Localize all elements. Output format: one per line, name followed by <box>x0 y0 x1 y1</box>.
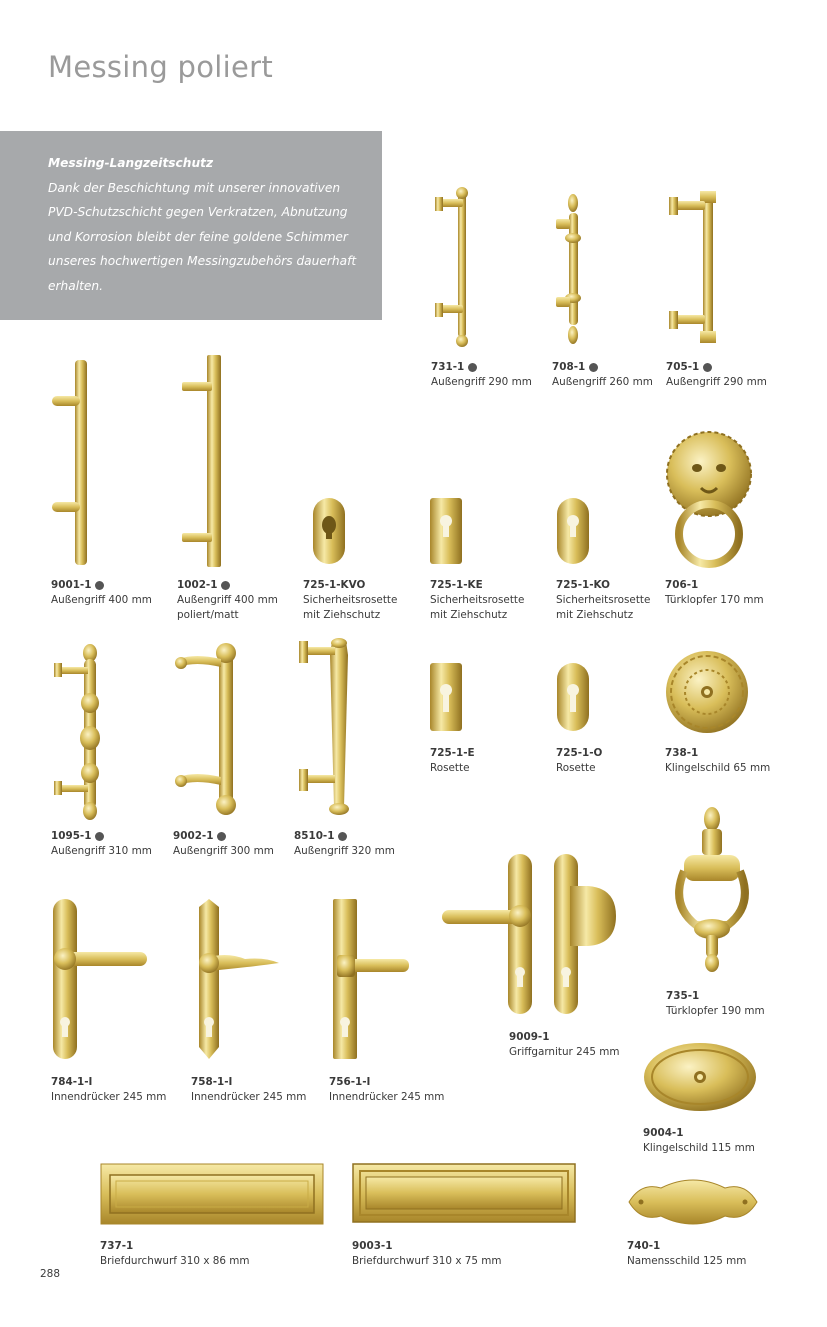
door-pull-handle-icon <box>430 185 480 350</box>
rosette-icon <box>429 662 463 734</box>
door-pull-handle-icon <box>553 193 593 348</box>
bell-plate-icon <box>665 650 751 736</box>
door-pull-handle-icon <box>175 641 245 821</box>
finish-dot-icon <box>217 832 226 841</box>
caption-1095-1: 1095-1 Außengriff 310 mm <box>51 830 152 857</box>
caption-738-1: 738-1 Klingelschild 65 mm <box>665 747 771 774</box>
caption-8510-1: 8510-1 Außengriff 320 mm <box>294 830 395 857</box>
caption-9002-1: 9002-1 Außengriff 300 mm <box>173 830 274 857</box>
finish-dot-icon <box>589 363 598 372</box>
caption-9001-1: 9001-1 Außengriff 400 mm <box>51 579 152 606</box>
caption-725-1-O: 725-1-O Rosette <box>556 747 603 774</box>
caption-9003-1: 9003-1 Briefdurchwurf 310 x 75 mm <box>352 1240 502 1267</box>
caption-9009-1: 9009-1 Griffgarnitur 245 mm <box>509 1031 620 1058</box>
lever-handle-icon <box>51 897 147 1063</box>
caption-725-1-KO: 725-1-KO Sicherheitsrosette mit Ziehschutz <box>556 579 651 621</box>
caption-737-1: 737-1 Briefdurchwurf 310 x 86 mm <box>100 1240 250 1267</box>
finish-dot-icon <box>703 363 712 372</box>
finish-dot-icon <box>95 832 104 841</box>
page-number: 288 <box>40 1268 61 1280</box>
caption-731-1: 731-1 Außengriff 290 mm <box>431 361 532 388</box>
caption-758-1-I: 758-1-I Innendrücker 245 mm <box>191 1076 307 1103</box>
caption-725-1-KVO: 725-1-KVO Sicherheitsrosette mit Ziehschutz <box>303 579 398 621</box>
caption-9004-1: 9004-1 Klingelschild 115 mm <box>643 1127 755 1154</box>
caption-725-1-KE: 725-1-KE Sicherheitsrosette mit Ziehschutz <box>430 579 525 621</box>
oval-bell-plate-icon <box>643 1042 759 1114</box>
page-title: Messing poliert <box>48 50 274 84</box>
caption-1002-1: 1002-1 Außengriff 400 mm poliert/matt <box>177 579 278 621</box>
door-pull-handle-icon <box>667 185 722 350</box>
caption-708-1: 708-1 Außengriff 260 mm <box>552 361 653 388</box>
finish-dot-icon <box>468 363 477 372</box>
security-rosette-icon <box>556 497 590 567</box>
caption-725-1-E: 725-1-E Rosette <box>430 747 475 774</box>
lever-handle-icon <box>331 897 411 1063</box>
door-pull-handle-icon <box>296 635 358 820</box>
caption-784-1-I: 784-1-I Innendrücker 245 mm <box>51 1076 167 1103</box>
info-body: Dank der Beschichtung mit unserer innovativen PVD-Schutzschicht gegen Verkratzen, Abnutzung und Korrosion bleibt der feine goldene Schimmer unseres hochwertigen Messingzubehörs dauerhaft erhalten. <box>48 180 357 293</box>
info-headline: Messing-Langzeitschutz <box>48 156 214 170</box>
caption-706-1: 706-1 Türklopfer 170 mm <box>665 579 764 606</box>
finish-dot-icon <box>221 581 230 590</box>
name-plate-icon <box>627 1178 761 1226</box>
caption-756-1-I: 756-1-I Innendrücker 245 mm <box>329 1076 445 1103</box>
finish-dot-icon <box>338 832 347 841</box>
security-rosette-icon <box>312 497 346 567</box>
rosette-icon <box>556 662 590 734</box>
bar-handle-icon <box>180 355 225 570</box>
door-knocker-icon <box>666 805 760 977</box>
caption-735-1: 735-1 Türklopfer 190 mm <box>666 990 765 1017</box>
handle-set-icon <box>440 852 620 1020</box>
caption-740-1: 740-1 Namensschild 125 mm <box>627 1240 747 1267</box>
bar-handle-icon <box>50 360 95 570</box>
finish-dot-icon <box>95 581 104 590</box>
caption-705-1: 705-1 Außengriff 290 mm <box>666 361 767 388</box>
lever-handle-icon <box>195 897 281 1063</box>
door-pull-handle-icon <box>52 643 102 821</box>
letter-plate-icon <box>100 1163 324 1227</box>
lion-knocker-icon <box>665 430 755 566</box>
info-box <box>0 131 382 320</box>
letter-plate-icon <box>352 1163 576 1225</box>
security-rosette-icon <box>429 497 463 567</box>
